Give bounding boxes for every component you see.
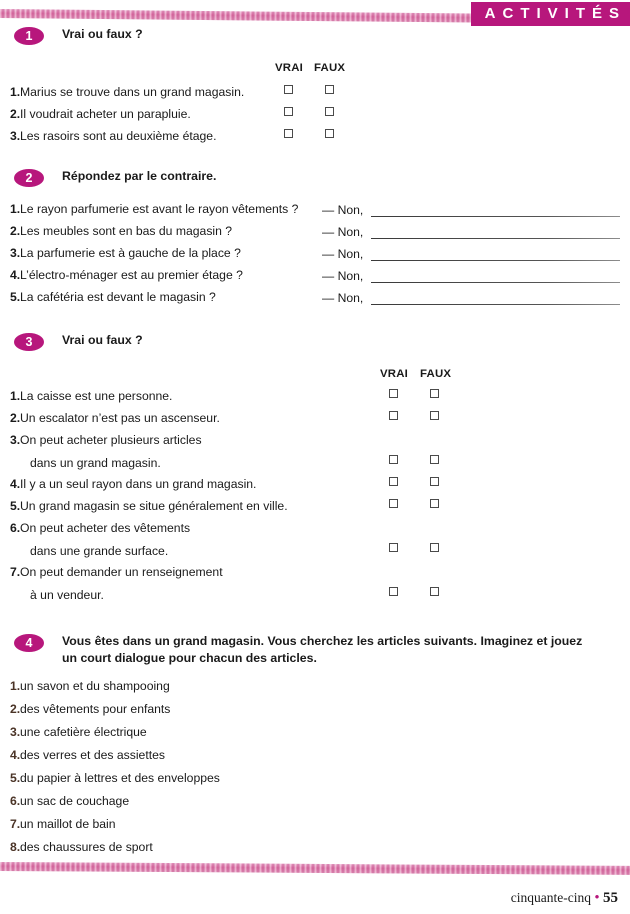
footer-page-number: 55 xyxy=(603,890,618,906)
exercise-3-checkbox-1-faux[interactable] xyxy=(430,389,439,398)
exercise-4-row-5 xyxy=(0,771,220,785)
exercise-4-item-1-text: un savon et du shampooing xyxy=(20,679,170,693)
exercise-4-item-6-number: 6. xyxy=(10,794,21,808)
exercise-3-checkbox-1-vrai[interactable] xyxy=(389,389,398,398)
exercise-3-checkbox-6-vrai[interactable] xyxy=(389,543,398,552)
exercise-3-row-4 xyxy=(0,478,256,490)
exercise-3-row-1 xyxy=(0,390,172,402)
exercise-1-item-3-text: Les rasoirs sont au deuxième étage. xyxy=(20,129,217,143)
exercise-4-heading xyxy=(0,633,630,666)
activities-header-banner: ACTIVITÉS xyxy=(471,2,630,26)
footer-page-word: cinquante-cinq xyxy=(510,890,591,905)
exercise-2 xyxy=(0,168,630,305)
exercise-3-item-3-text: On peut acheter plusieurs articles xyxy=(20,433,202,447)
exercise-2-item-1-text: Le rayon parfumerie est avant le rayon vêtements ? xyxy=(20,202,299,216)
exercise-2-answer-prefix-5: — Non, xyxy=(322,291,364,305)
exercise-3-checkbox-4-vrai[interactable] xyxy=(389,477,398,486)
exercise-2-item-4-text: L’électro-ménager est au premier étage ? xyxy=(20,268,243,282)
exercise-2-title: Répondez par le contraire. xyxy=(62,169,217,183)
exercise-2-item-1-number: 1. xyxy=(10,202,21,216)
exercise-3-item-2-text: Un escalator n’est pas un ascenseur. xyxy=(20,411,220,425)
exercise-3-heading xyxy=(0,332,630,351)
exercise-3-item-2-number: 2. xyxy=(10,411,21,425)
exercise-4-row-4 xyxy=(0,748,165,762)
exercise-4-item-5-number: 5. xyxy=(10,771,21,785)
exercise-4-item-4-number: 4. xyxy=(10,748,21,762)
exercise-2-item-4-number: 4. xyxy=(10,268,21,282)
exercise-3-checkbox-2-faux[interactable] xyxy=(430,411,439,420)
exercise-1-item-2-text: Il voudrait acheter un parapluie. xyxy=(20,107,191,121)
exercise-3-item-6-text: On peut acheter des vêtements xyxy=(20,521,191,535)
exercise-1-item-2-number: 2. xyxy=(10,107,21,121)
exercise-2-item-5-number: 5. xyxy=(10,290,21,304)
exercise-3-item-3-number: 3. xyxy=(10,433,21,447)
exercise-4-row-3 xyxy=(0,725,147,739)
exercise-1-item-1-text: Marius se trouve dans un grand magasin. xyxy=(20,85,245,99)
exercise-3-row-3 xyxy=(0,434,202,446)
exercise-2-item-3-text: La parfumerie est à gauche de la place ? xyxy=(20,246,241,260)
exercise-2-item-5-text: La cafétéria est devant le magasin ? xyxy=(20,290,216,304)
exercise-2-answer-line-1[interactable] xyxy=(371,216,620,217)
exercise-3-column-vrai: VRAI xyxy=(380,368,409,380)
exercise-4-row-8 xyxy=(0,840,153,854)
exercise-1-number-badge: 1 xyxy=(14,27,44,45)
exercise-3-item-5-text: Un grand magasin se situe généralement en ville. xyxy=(20,499,288,513)
exercise-4-item-8-text: des chaussures de sport xyxy=(20,840,153,854)
exercise-3-checkbox-2-vrai[interactable] xyxy=(389,411,398,420)
exercise-4-item-6-text: un sac de couchage xyxy=(20,794,130,808)
exercise-4-row-1 xyxy=(0,679,170,693)
exercise-1-column-faux: FAUX xyxy=(314,62,346,74)
exercise-4-title: Vous êtes dans un grand magasin. Vous cherchez les articles suivants. Imaginez et jouez un court dialogue pour chacun des articles. xyxy=(62,634,583,665)
exercise-4-item-5-text: du papier à lettres et des enveloppes xyxy=(20,771,220,785)
exercise-4-item-2-number: 2. xyxy=(10,702,21,716)
exercise-1-checkbox-2-faux[interactable] xyxy=(325,107,334,116)
exercise-4 xyxy=(0,633,630,854)
exercise-3-row-5 xyxy=(0,500,288,512)
exercise-4-item-7-text: un maillot de bain xyxy=(20,817,116,831)
exercise-3-item-7-text-line2: à un vendeur. xyxy=(30,588,104,602)
exercise-4-item-3-number: 3. xyxy=(10,725,21,739)
exercise-2-number-badge: 2 xyxy=(14,169,44,187)
exercise-2-row-2 xyxy=(0,225,232,237)
exercise-4-item-4-text: des verres et des assiettes xyxy=(20,748,165,762)
exercise-1-row-1 xyxy=(0,86,244,98)
top-decorative-band xyxy=(0,9,473,23)
exercise-4-item-3-text: une cafetière électrique xyxy=(20,725,147,739)
exercise-3-title: Vrai ou faux ? xyxy=(62,333,143,347)
exercise-3-item-1-number: 1. xyxy=(10,389,21,403)
exercise-4-row-2 xyxy=(0,702,170,716)
exercise-1-heading xyxy=(0,26,630,45)
exercise-3-item-7-text: On peut demander un renseignement xyxy=(20,565,223,579)
page-footer xyxy=(511,890,618,907)
exercise-2-answer-line-2[interactable] xyxy=(371,238,620,239)
exercise-4-row-7 xyxy=(0,817,116,831)
exercise-2-item-3-number: 3. xyxy=(10,246,21,260)
exercise-1-checkbox-1-faux[interactable] xyxy=(325,85,334,94)
exercise-2-item-2-text: Les meubles sont en bas du magasin ? xyxy=(20,224,233,238)
exercise-4-item-2-text: des vêtements pour enfants xyxy=(20,702,171,716)
exercise-2-row-3 xyxy=(0,247,241,259)
exercise-3-item-1-text: La caisse est une personne. xyxy=(20,389,173,403)
exercise-4-item-1-number: 1. xyxy=(10,679,21,693)
exercise-3-item-4-text: Il y a un seul rayon dans un grand magasin. xyxy=(20,477,257,491)
exercise-3-row-6 xyxy=(0,522,190,534)
exercise-2-row-1 xyxy=(0,203,298,215)
exercise-1-row-2 xyxy=(0,108,191,120)
exercise-3-number-badge: 3 xyxy=(14,333,44,351)
exercise-3-checkbox-7-faux[interactable] xyxy=(430,587,439,596)
exercise-4-item-8-number: 8. xyxy=(10,840,21,854)
exercise-1-item-3-number: 3. xyxy=(10,129,21,143)
exercise-1-row-3 xyxy=(0,130,216,142)
exercise-2-answer-prefix-1: — Non, xyxy=(322,203,364,217)
exercise-3-checkbox-7-vrai[interactable] xyxy=(389,587,398,596)
exercise-3-item-7-number: 7. xyxy=(10,565,21,579)
exercise-2-row-5 xyxy=(0,291,216,303)
exercise-2-answer-prefix-2: — Non, xyxy=(322,225,364,239)
exercise-3-checkbox-3-faux[interactable] xyxy=(430,455,439,464)
exercise-1-item-1-number: 1. xyxy=(10,85,21,99)
exercise-3-checkbox-4-faux[interactable] xyxy=(430,477,439,486)
exercise-1-column-vrai: VRAI xyxy=(275,62,304,74)
exercise-2-heading xyxy=(0,168,630,187)
exercise-3-row-7 xyxy=(0,566,223,578)
exercise-2-answer-prefix-3: — Non, xyxy=(322,247,364,261)
exercise-3-item-6-text-line2: dans une grande surface. xyxy=(30,544,169,558)
exercise-3-item-6-number: 6. xyxy=(10,521,21,535)
exercise-3-row-2 xyxy=(0,412,220,424)
exercise-2-item-2-number: 2. xyxy=(10,224,21,238)
bottom-decorative-band xyxy=(0,862,630,875)
exercise-3-checkbox-3-vrai[interactable] xyxy=(389,455,398,464)
exercise-3 xyxy=(0,332,630,602)
exercise-4-number-badge: 4 xyxy=(14,634,44,652)
exercise-1-title: Vrai ou faux ? xyxy=(62,27,143,41)
exercise-3-checkbox-6-faux[interactable] xyxy=(430,543,439,552)
exercise-1 xyxy=(0,26,630,143)
footer-separator-dot: • xyxy=(594,890,600,906)
exercise-1-checkbox-3-vrai[interactable] xyxy=(284,129,293,138)
exercise-2-answer-line-3[interactable] xyxy=(371,260,620,261)
exercise-3-column-faux: FAUX xyxy=(420,368,452,380)
exercise-2-answer-line-4[interactable] xyxy=(371,282,620,283)
exercise-1-checkbox-2-vrai[interactable] xyxy=(284,107,293,116)
exercise-3-checkbox-5-faux[interactable] xyxy=(430,499,439,508)
exercise-1-checkbox-1-vrai[interactable] xyxy=(284,85,293,94)
exercise-4-item-7-number: 7. xyxy=(10,817,21,831)
exercise-2-answer-prefix-4: — Non, xyxy=(322,269,364,283)
exercise-4-row-6 xyxy=(0,794,129,808)
exercise-3-item-5-number: 5. xyxy=(10,499,21,513)
exercise-2-answer-line-5[interactable] xyxy=(371,304,620,305)
exercise-2-row-4 xyxy=(0,269,243,281)
exercise-1-checkbox-3-faux[interactable] xyxy=(325,129,334,138)
exercise-3-item-4-number: 4. xyxy=(10,477,21,491)
exercise-3-item-3-text-line2: dans un grand magasin. xyxy=(30,456,161,470)
exercise-3-checkbox-5-vrai[interactable] xyxy=(389,499,398,508)
